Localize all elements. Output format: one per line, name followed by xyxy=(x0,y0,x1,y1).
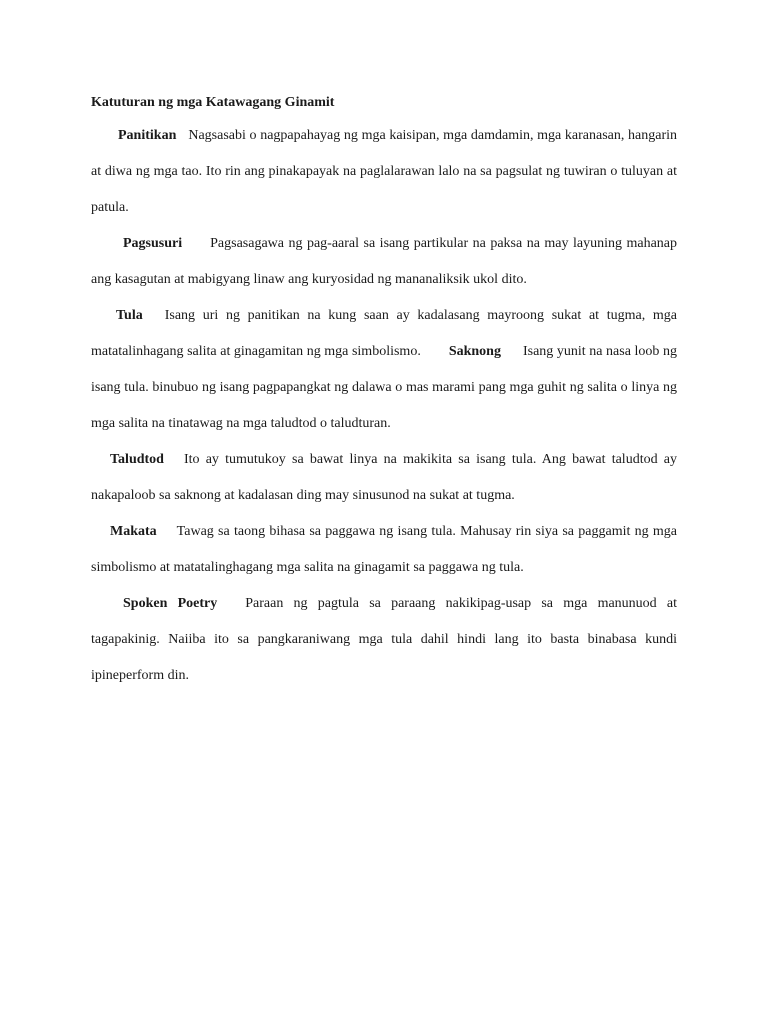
definition-spoken-poetry: Paraan ng pagtula sa paraang nakikipag-usap sa mga manunuod at tagapakinig. Naiiba ito sa pangkaraniwang mga tula dahil hindi lang ito basta binabasa kundi ipineperform din. xyxy=(91,596,677,683)
entry-tula-saknong xyxy=(91,298,677,442)
entry-panitikan xyxy=(91,118,677,226)
definition-tula: Isang uri ng panitikan na kung saan ay kadalasang mayroong sukat at tugma, mga matatalinhagang salita at ginagamitan ng mga simbolismo. xyxy=(91,308,677,359)
term-saknong: Saknong xyxy=(448,344,501,359)
term-pagsusuri: Pagsusuri xyxy=(123,236,183,251)
term-tula: Tula xyxy=(116,308,143,323)
entry-makata xyxy=(91,514,677,586)
entry-taludtod xyxy=(91,442,677,514)
term-panitikan: Panitikan xyxy=(118,128,177,143)
definition-taludtod: Ito ay tumutukoy sa bawat linya na makikita sa isang tula. Ang bawat taludtod ay nakapaloob sa saknong at kadalasan ding may sinusunod na sukat at tugma. xyxy=(91,452,677,503)
document-title: Katuturan ng mga Katawagang Ginamit xyxy=(91,95,335,110)
term-spoken-poetry: Spoken Poetry xyxy=(123,596,218,611)
definition-saknong: Isang yunit na nasa loob ng isang tula. binubuo ng isang pagpapangkat ng dalawa o mas marami pang mga guhit ng salita o linya ng mga salita na tinatawag na mga taludtod o taludturan. xyxy=(91,344,677,431)
term-makata: Makata xyxy=(110,524,157,539)
definition-pagsusuri: Pagsasagawa ng pag-aaral sa isang partikular na paksa na may layuning mahanap ang kasagutan at mabigyang linaw ang kuryosidad ng mananaliksik ukol dito. xyxy=(91,236,677,287)
definition-makata: Tawag sa taong bihasa sa paggawa ng isang tula. Mahusay rin siya sa paggamit ng mga simbolismo at matatalinghagang mga salita na ginagamit sa paggawa ng tula. xyxy=(91,524,677,575)
entry-pagsusuri xyxy=(91,226,677,298)
definition-panitikan: Nagsasabi o nagpapahayag ng mga kaisipan, mga damdamin, mga karanasan, hangarin at diwa ng mga tao. Ito rin ang pinakapayak na paglalarawan lalo na sa pagsulat ng tuwiran o tuluyan at patula. xyxy=(91,128,677,215)
document-page xyxy=(91,92,677,694)
entry-spoken-poetry xyxy=(91,586,677,694)
term-taludtod: Taludtod xyxy=(110,452,164,467)
